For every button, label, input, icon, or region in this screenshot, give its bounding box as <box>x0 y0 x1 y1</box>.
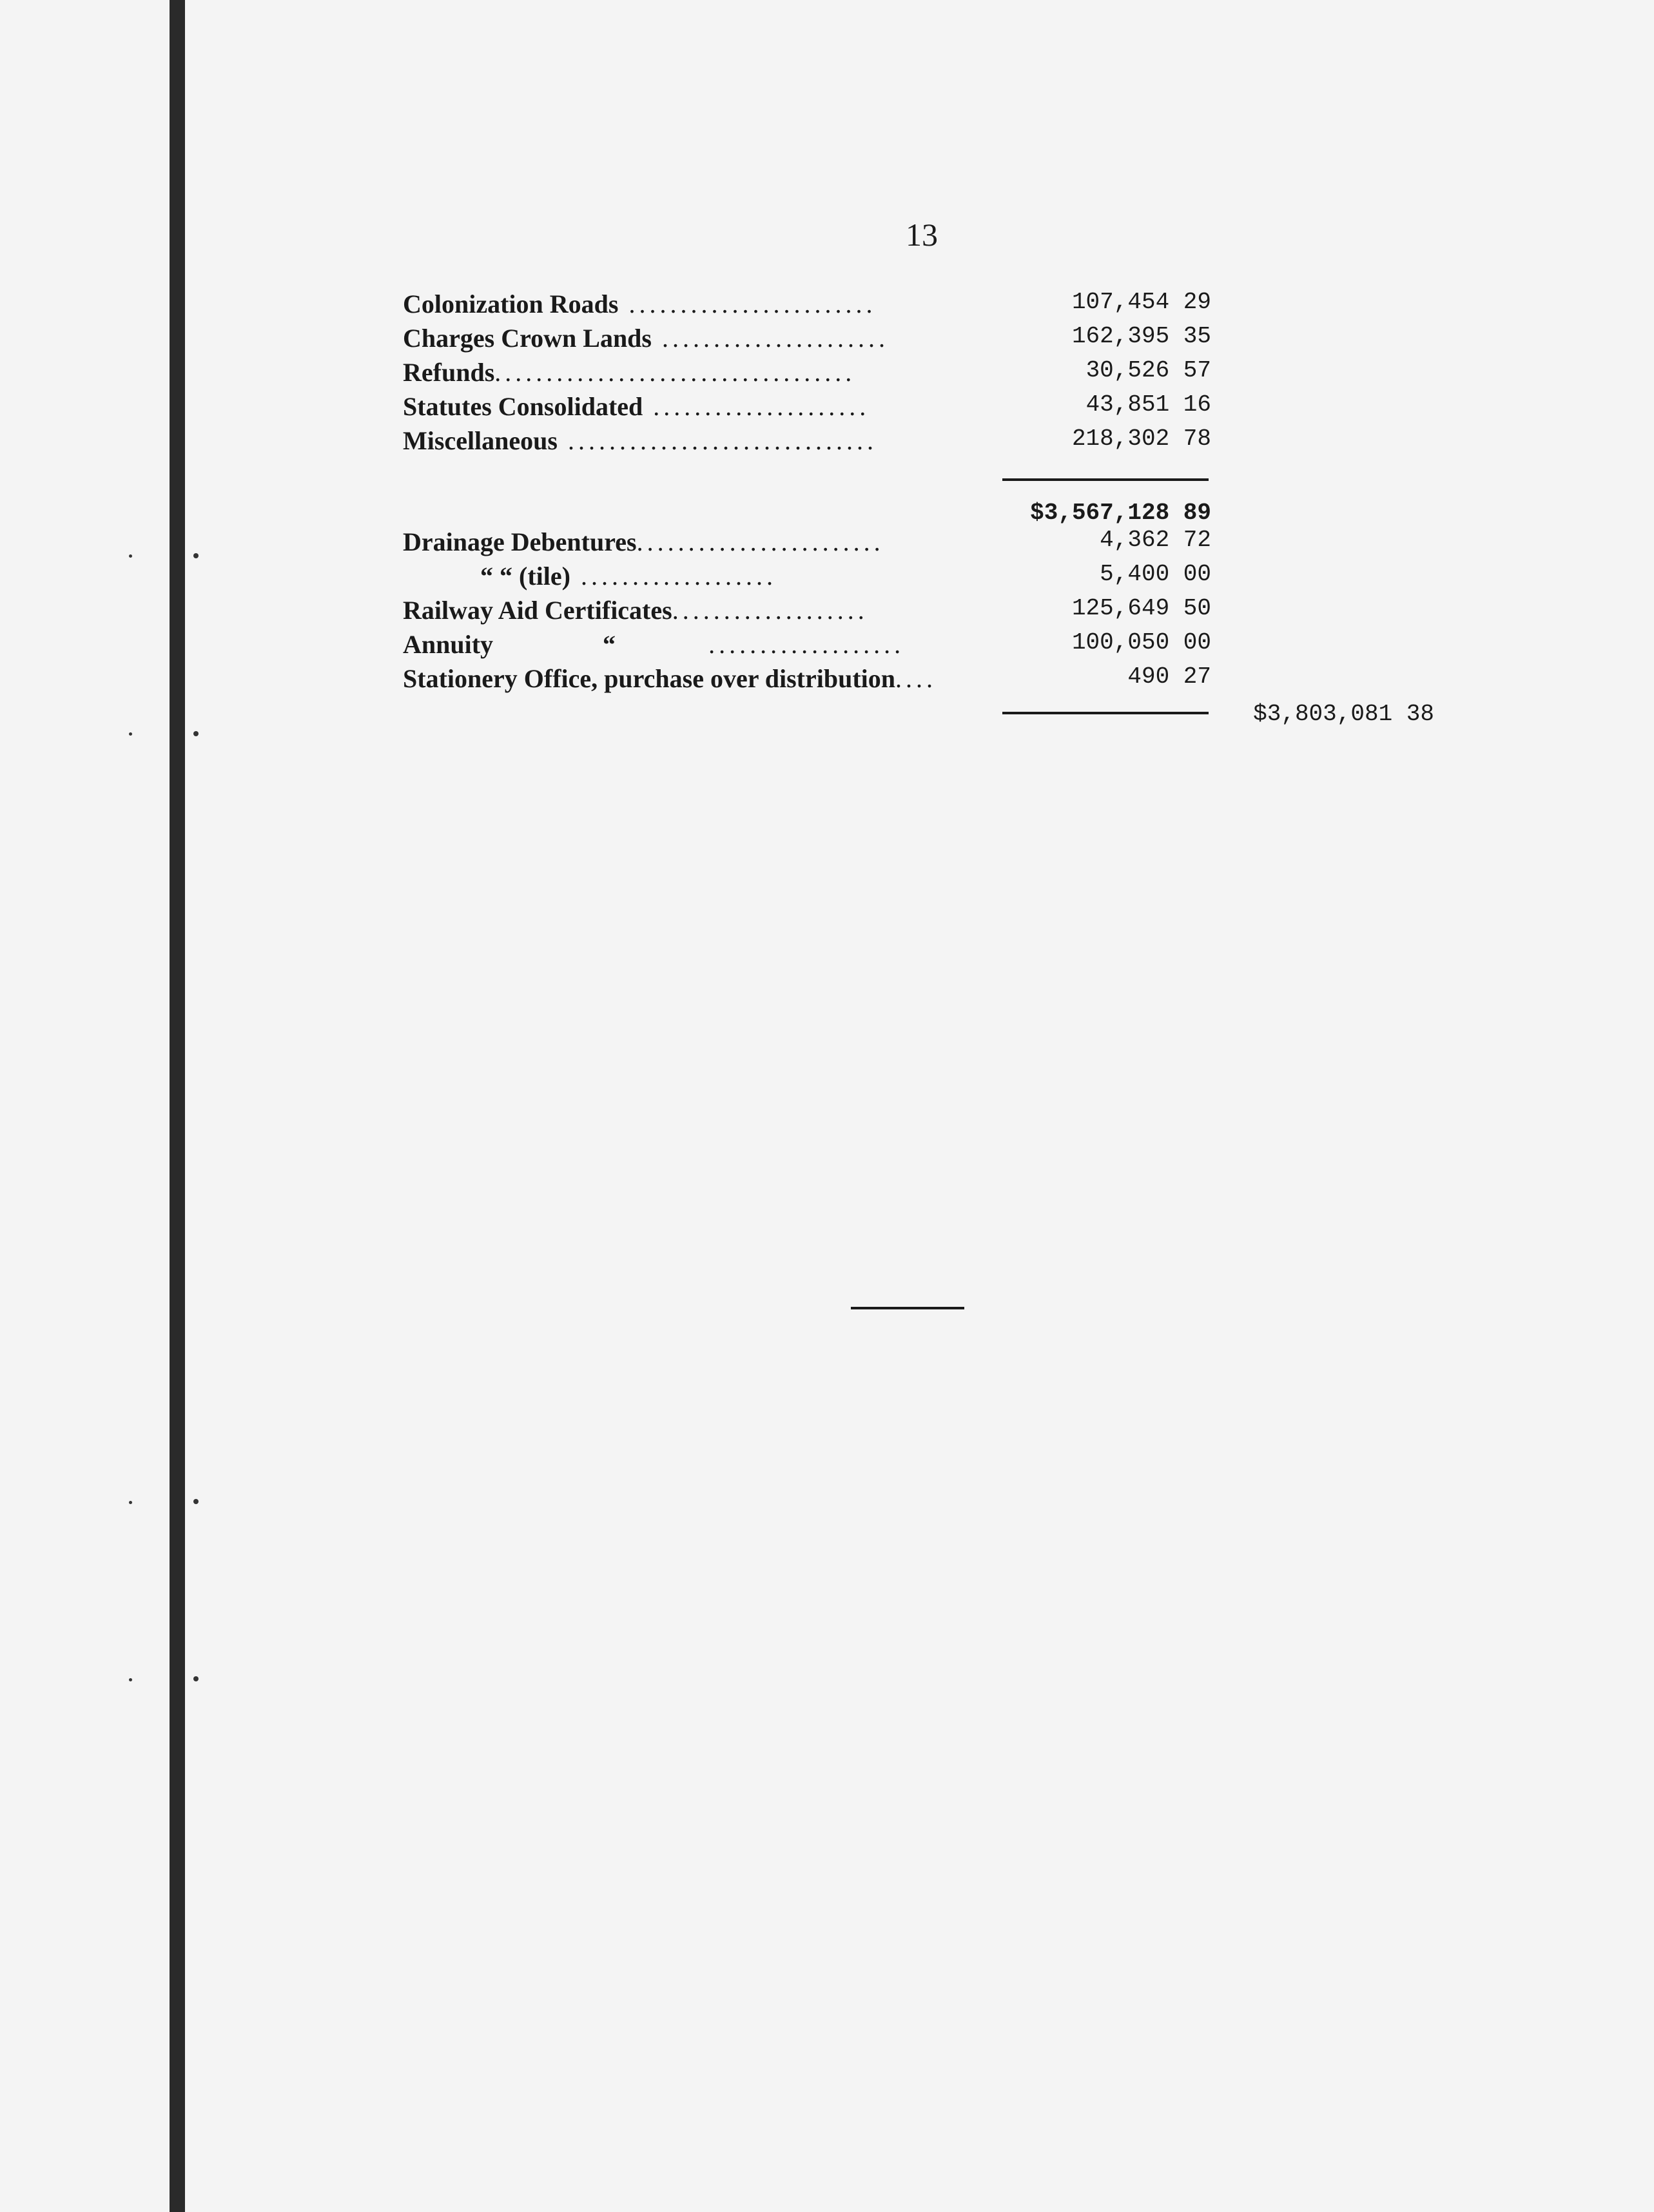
binding-hole <box>193 553 199 558</box>
row-label: Annuity “ ................... <box>403 630 905 659</box>
row-amount: 162,395 35 <box>1071 323 1211 349</box>
ledger-row <box>403 323 1434 357</box>
row-label: Statutes Consolidated ..................... <box>403 392 870 421</box>
row-amount: 218,302 78 <box>1071 426 1211 452</box>
page-number: 13 <box>906 217 938 253</box>
subtotal-rule <box>1002 478 1209 481</box>
ledger-row <box>403 595 1434 629</box>
ledger-row <box>403 527 1434 560</box>
row-label: Colonization Roads ........................ <box>403 289 877 318</box>
ledger-row <box>403 426 1434 459</box>
row-label: “ “ (tile) ................... <box>480 562 777 591</box>
row-amount: 43,851 16 <box>1085 391 1211 418</box>
section-end-rule <box>851 1307 964 1309</box>
binding-hole <box>193 1499 199 1504</box>
row-amount: 5,400 00 <box>1100 561 1211 587</box>
ledger-row <box>403 357 1434 391</box>
row-amount: 125,649 50 <box>1071 595 1211 622</box>
binding-hole <box>129 554 132 558</box>
binding-hole <box>193 731 199 736</box>
binding-edge <box>170 0 185 2212</box>
binding-hole <box>193 1676 199 1681</box>
ledger-row <box>403 561 1434 594</box>
row-amount: 4,362 72 <box>1100 527 1211 553</box>
row-label: Refunds................................... <box>403 358 856 387</box>
ledger-row <box>403 391 1434 425</box>
row-label: Drainage Debentures........................ <box>403 527 884 556</box>
ledger-row <box>403 289 1434 322</box>
row-label: Charges Crown Lands ...................... <box>403 324 889 353</box>
row-label: Miscellaneous .............................. <box>403 426 877 455</box>
row-amount: 30,526 57 <box>1085 357 1211 384</box>
binding-hole <box>129 732 132 736</box>
row-amount: 107,454 29 <box>1071 289 1211 315</box>
row-amount: 490 27 <box>1127 663 1211 690</box>
subtotal-amount: $3,567,128 89 <box>1030 500 1211 526</box>
grand-total-amount: $3,803,081 38 <box>1253 701 1434 727</box>
row-label: Stationery Office, purchase over distribution.... <box>403 664 937 693</box>
grand-total-row <box>403 701 1434 734</box>
binding-hole <box>129 1678 132 1681</box>
ledger-row <box>403 629 1434 663</box>
row-amount: 100,050 00 <box>1071 629 1211 656</box>
row-label: Railway Aid Certificates................... <box>403 596 868 625</box>
ledger-row <box>403 663 1434 697</box>
binding-hole <box>129 1501 132 1504</box>
